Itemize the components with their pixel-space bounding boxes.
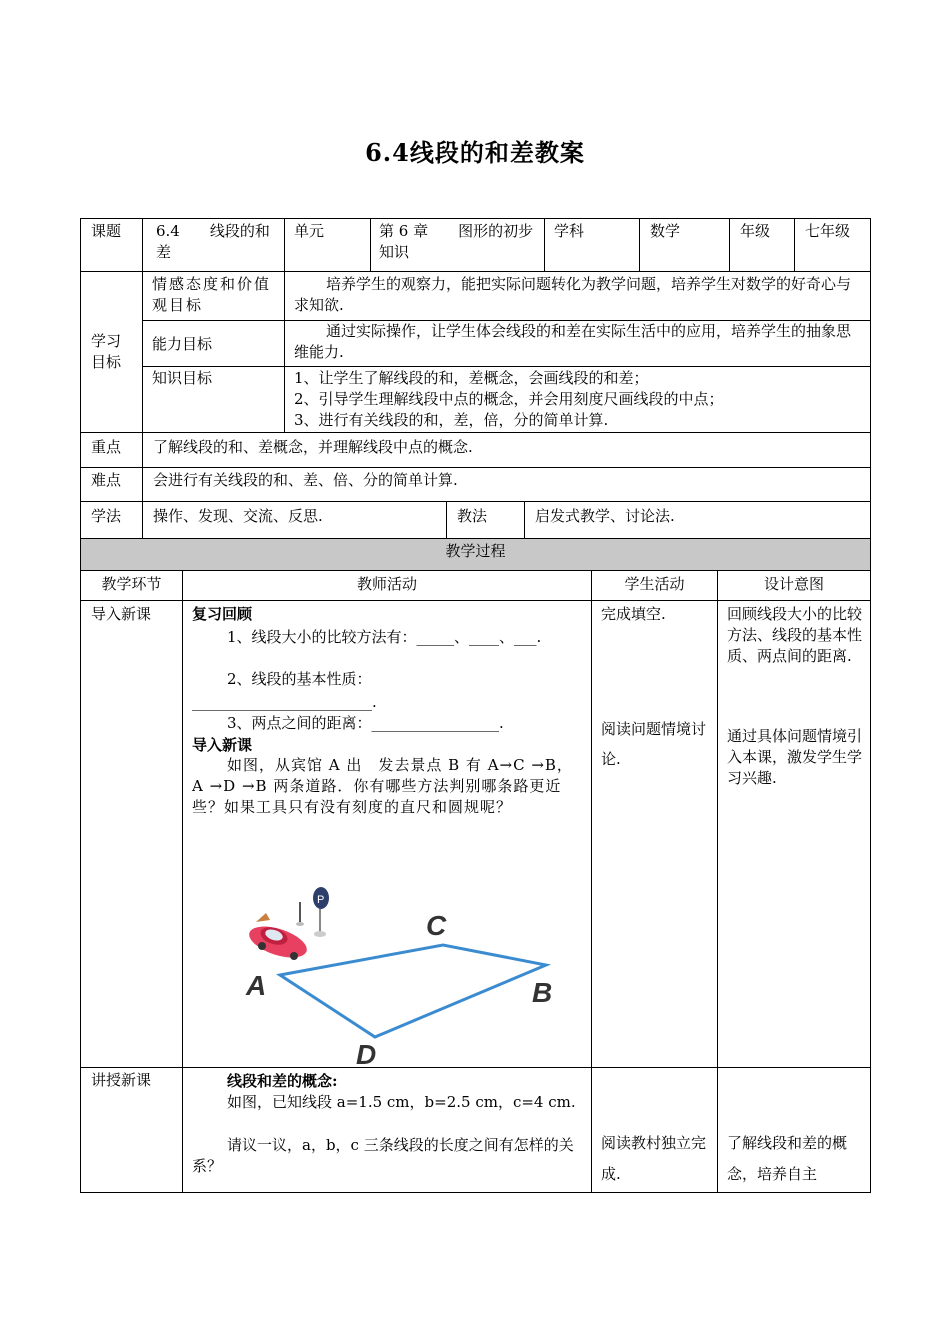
new-text: 如图，从宾馆 A 出 发去景点 B 有 A→C →B， A →D →B 两条道路．你有哪些方法判别哪条路更近些？如果工具只有没有刻度的直尺和圆规呢？ [192,756,573,816]
grade-value: 七年级 [805,222,851,240]
route-figure [236,880,566,1070]
point-A: A [246,970,267,1001]
goals-label: 学习目标 [91,332,122,371]
knowledge-item: 1、让学生了解线段的和，差概念，会画线段的和差； [294,369,649,387]
ability-label: 能力目标 [152,335,213,353]
col-stage: 教学环节 [101,575,162,593]
page-title: 6.4线段的和差教案 [365,138,585,167]
intro-design-2: 通过具体问题情境引入本课，激发学生学习兴趣. [727,727,863,787]
subject-label: 学科 [554,222,585,240]
col-design: 设计意图 [763,575,824,593]
flag-icon [296,887,329,937]
col-student: 学生活动 [624,575,685,593]
process-header: 教学过程 [445,542,506,560]
review-q3: 3、两点之间的距离：_________________. [227,714,504,732]
difficulty-text: 会进行有关线段的和、差、倍、分的简单计算. [153,471,458,489]
lecture-design: 了解线段和差的概念，培养自主 [727,1134,848,1183]
topic-value: 6.4 线段的和差 [156,222,270,261]
review-q1: 1、线段大小的比较方法有：_____、____、___. [227,628,542,646]
study-label: 学法 [91,507,122,525]
cell-intro-student [591,600,718,1068]
unit-value: 第 6 章 图形的初步知识 [379,222,534,261]
knowledge-item: 2、引导学生理解线段中点的概念，并会用刻度尺画线段的中点； [294,390,724,408]
quadrilateral-path [280,945,546,1037]
lecture-stage: 讲授新课 [91,1071,152,1089]
cell-intro-stage [80,600,183,1068]
intro-student-1: 完成填空. [601,605,666,623]
knowledge-item: 3、进行有关线段的和，差，倍，分的简单计算. [294,411,609,429]
review-q2-blank: ________________________. [192,693,377,711]
point-C: C [426,910,447,941]
knowledge-label: 知识目标 [152,369,213,387]
key-label: 重点 [91,438,122,456]
teach-text: 启发式教学、讨论法. [535,507,675,525]
lecture-student: 阅读教村独立完成. [601,1134,707,1183]
study-text: 操作、发现、交流、反思. [153,507,323,525]
ability-text: 通过实际操作，让学生体会线段的和差在实际生活中的应用，培养学生的抽象思维能力. [294,322,852,361]
difficulty-label: 难点 [91,471,122,489]
flag-letter: P [317,894,325,906]
new-title: 导入新课 [192,736,253,754]
point-D: D [356,1039,377,1070]
point-B: B [532,977,553,1008]
unit-label: 单元 [294,222,325,240]
cell-intro-design [717,600,871,1068]
review-q2: 2、线段的基本性质： [227,670,372,688]
emotion-label: 情感态度和价值观目标 [152,275,272,314]
topic-label: 课题 [91,222,122,240]
intro-student-2: 阅读问题情境讨论. [601,720,707,768]
review-title: 复习回顾 [192,605,253,623]
intro-stage: 导入新课 [91,605,152,623]
grade-label: 年级 [740,222,771,240]
intro-design-1: 回顾线段大小的比较方法、线段的基本性质、两点间的距离. [727,605,863,665]
emotion-text: 培养学生的观察力，能把实际问题转化为教学问题，培养学生对数学的好奇心与求知欲. [294,275,852,314]
teach-label: 教法 [457,507,488,525]
subject-value: 数学 [650,222,681,240]
col-teacher: 教师活动 [356,575,417,593]
concept-title: 线段和差的概念: [227,1072,338,1090]
key-text: 了解线段的和、差概念，并理解线段中点的概念. [153,438,473,456]
lecture-text-1: 如图，已知线段 a=1.5 cm，b=2.5 cm，c=4 cm. [227,1093,576,1111]
lecture-text-2: 请议一议，a，b，c 三条线段的长度之间有怎样的关系？ [192,1136,574,1175]
